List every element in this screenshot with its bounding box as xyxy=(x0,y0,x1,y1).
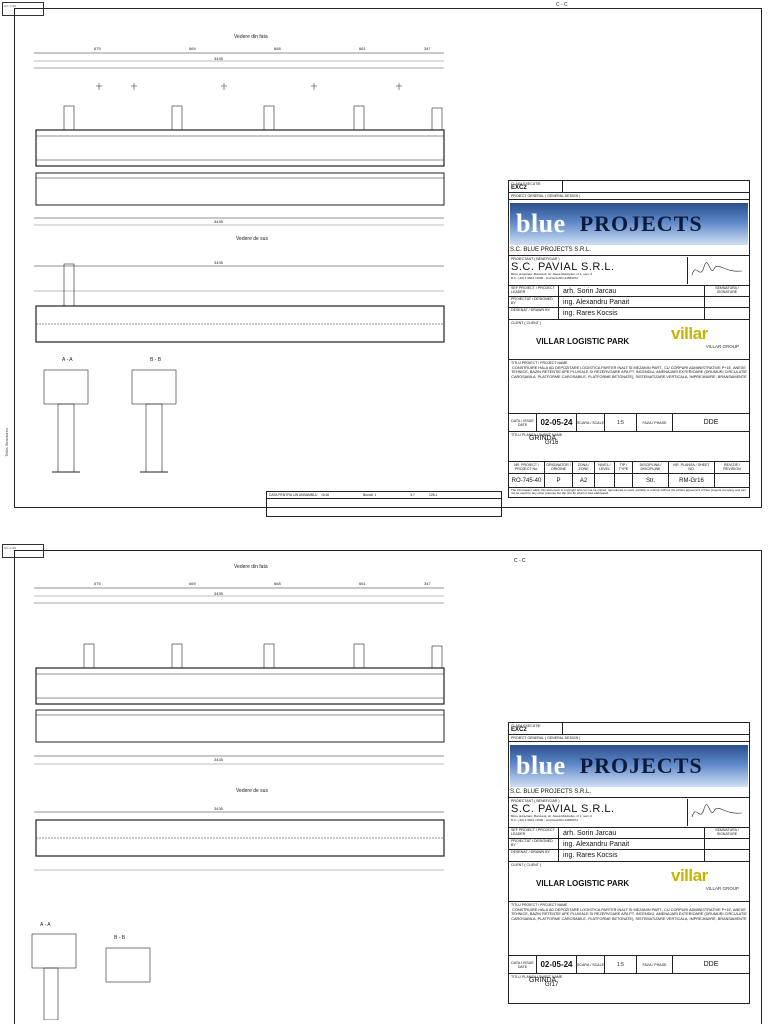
scale-value: 1:5 xyxy=(605,956,637,973)
svg-text:347: 347 xyxy=(424,581,431,586)
project-label: TITLU PROIECT / PROJECT NAME xyxy=(511,361,568,365)
section-label-cc: C - C xyxy=(556,2,568,8)
code-header: ZONA / ZONE xyxy=(573,462,594,474)
project-name-row xyxy=(508,360,750,414)
beneficiary-row xyxy=(508,256,750,286)
client-label: CLIENT ( CLIENT ) xyxy=(511,321,542,325)
date-label: DATA / ISSUE DATE xyxy=(509,414,537,431)
code-value xyxy=(615,474,632,487)
svg-text:675: 675 xyxy=(94,46,101,51)
section-label-aa: A - A xyxy=(62,357,73,363)
code-value xyxy=(715,474,749,487)
company-name: S.C. BLUE PROJECTS S.R.L. xyxy=(510,789,592,795)
code-value: RO-745-40 xyxy=(511,477,542,484)
date-value: 02-05-24 xyxy=(537,956,577,973)
code-value: Str. xyxy=(645,477,655,484)
signature-scribble xyxy=(688,257,746,283)
copyright-row: The information within this document is copyright and can not be copied, reproduced or used, partially or entirely without the written agreement of blue projects company and can not be used for any other purpose but the one for which it was elaborated. xyxy=(508,488,750,498)
people-row xyxy=(509,308,749,319)
sheet-name-row xyxy=(508,974,750,1004)
beneficiary-name: S.C. PAVIAL S.R.L. xyxy=(511,261,615,273)
code-header: NR. PLANSA / SHEET NO. xyxy=(669,462,714,474)
exec-class-value: EXC2 xyxy=(511,727,527,733)
beneficiary-name: S.C. PAVIAL S.R.L. xyxy=(511,803,615,815)
people-row xyxy=(509,828,749,839)
person-name: ing. Rares Kocsis xyxy=(559,850,705,861)
role-label: SEF PROIECT / PROJECT LEADER xyxy=(509,286,559,296)
code-header: NR. PROIECT / PROJECT No. xyxy=(509,462,544,474)
people-rows xyxy=(508,286,750,320)
material-table xyxy=(266,491,502,517)
svg-text:3435: 3435 xyxy=(214,219,223,224)
phase-label: FAZA / PHASE xyxy=(637,956,673,973)
villar-group-text: VILLAR GROUP xyxy=(705,344,739,349)
exec-class-value: EXC2 xyxy=(511,185,527,191)
sheet-code: Gr16 xyxy=(545,440,559,446)
code-header: DISCIPLINA / DISCIPLINE xyxy=(633,462,668,474)
code-value: RM-Gr16 xyxy=(679,477,704,484)
person-name: ing. Alexandru Panait xyxy=(559,839,705,849)
date-value: 02-05-24 xyxy=(537,414,577,431)
svg-text:3435: 3435 xyxy=(214,56,223,61)
client-name: VILLAR LOGISTIC PARK xyxy=(536,337,630,346)
code-col xyxy=(595,462,615,487)
svg-text:3435: 3435 xyxy=(214,757,223,762)
role-label: PROIECTAT / DESIGNED BY xyxy=(509,839,559,849)
view-title-top: Vedere de sus xyxy=(236,788,268,794)
side-note: Tekla Structures xyxy=(4,428,9,457)
svg-text:675: 675 xyxy=(94,581,101,586)
signature-cell xyxy=(705,839,749,849)
material-total: 126.1 xyxy=(428,493,438,497)
code-col xyxy=(545,462,573,487)
beneficiary-address: Birou proiectare: Bucuresti, str. Aleea Moldovitei, nr 1, sect. 2 xyxy=(511,272,593,276)
exec-class-row xyxy=(508,722,750,735)
project-label: TITLU PROIECT / PROJECT NAME xyxy=(511,903,568,907)
role-label: DESENAT / DRAWN BY xyxy=(509,308,559,319)
svg-text:668: 668 xyxy=(274,46,281,51)
sheet-stamp: A3 / 1:10 xyxy=(2,2,44,16)
svg-text:3435: 3435 xyxy=(214,260,223,265)
svg-text:668: 668 xyxy=(274,581,281,586)
signature-label: SEMNATURA / SIGNATURE xyxy=(715,828,739,836)
signature-label: SEMNATURA / SIGNATURE xyxy=(715,286,739,294)
project-name-row xyxy=(508,902,750,956)
logo-word-projects: PROJECTS xyxy=(579,211,703,236)
people-row xyxy=(509,850,749,861)
svg-text:669: 669 xyxy=(189,46,196,51)
general-design-row: PROIECT GENERAL ( GENERAL DESIGN ) xyxy=(508,735,750,742)
project-text: CONSTRUIRE HALA AD DEPOZITARE LOGISTICA PARTER INALT SI MEZANIN PART., CU CORPURI ADMINISTRATIVE P+1E, ANEXE TEHNICE, BAZIN RETENTIE APE PLUVIALE SI REZERVOARE APA PT. INCENDIU, AMENAJARI EXTERIOARE (DRUMURI CIRCULATIE CAROSABILA, PLATFORME CAROSABILE, PLATFORME BETONATE), SISTEMATIZARE VERTICALA, IMPREJMUIRE, BRANSAMENTE xyxy=(511,908,747,921)
signature-cell xyxy=(705,308,749,319)
blue-projects-logo xyxy=(508,200,750,256)
code-col xyxy=(669,462,715,487)
svg-text:3435: 3435 xyxy=(214,591,223,596)
signature-cell xyxy=(687,257,747,284)
villar-group-text: VILLAR GROUP xyxy=(705,886,739,891)
villar-logo-text: villar xyxy=(671,866,708,885)
sheet-stamp: A3 / 1:10 xyxy=(2,544,44,558)
exec-class-label: CLASA EXECUTIE xyxy=(511,724,541,728)
signature-cell xyxy=(687,799,747,826)
code-row xyxy=(508,462,750,488)
drawing-sheet-1 xyxy=(0,2,768,516)
sheet-name: GRINDA xyxy=(529,435,557,442)
section-label-bb: B - B xyxy=(114,935,126,941)
beneficiary-address: Birou proiectare: Bucuresti, str. Aleea Moldovitei, nr 1, sect. 2 xyxy=(511,814,593,818)
sheet-name-row xyxy=(508,432,750,462)
svg-text:347: 347 xyxy=(424,46,431,51)
view-title-front: Vedere din fata xyxy=(234,34,268,40)
exec-class-row xyxy=(508,180,750,193)
person-name: arh. Sorin Jarcau xyxy=(559,286,705,296)
material-weight: 3.7 xyxy=(410,493,415,497)
scale-label: SCARA / SCALE xyxy=(577,414,605,431)
company-name: S.C. BLUE PROJECTS S.R.L. xyxy=(510,247,592,253)
exec-class-label: CLASA EXECUTIE xyxy=(511,182,541,186)
beneficiary-row xyxy=(508,798,750,828)
client-row xyxy=(508,862,750,902)
notes-cell xyxy=(563,181,749,192)
project-text: CONSTRUIRE HALA AD DEPOZITARE LOGISTICA PARTER INALT SI MEZANIN PART., CU CORPURI ADMINISTRATIVE P+1E, ANEXE TEHNICE, BAZIN RETENTIE APE PLUVIALE SI REZERVOARE APA PT. INCENDIU, AMENAJARI EXTERIOARE (DRUMURI CIRCULATIE CAROSABILA, PLATFORME CAROSABILE, PLATFORME BETONATE), SISTEMATIZARE VERTICALA, IMPREJMUIRE, BRANSAMENTE xyxy=(511,366,747,379)
beneficiary-label: PROIECTANT ( BENEFICIAR ) xyxy=(511,799,560,803)
villar-logo xyxy=(671,866,743,898)
section-label-cc: C - C xyxy=(514,558,526,564)
code-header: NIVEL / LEVEL xyxy=(595,462,614,474)
title-block xyxy=(508,180,750,498)
code-header: TIP / TYPE xyxy=(615,462,632,474)
code-col xyxy=(615,462,633,487)
phase-label: FAZA / PHASE xyxy=(637,414,673,431)
notes-cell xyxy=(563,723,749,734)
logo-word-blue: blue xyxy=(516,209,566,238)
code-header: REVIZIE / REVISION xyxy=(715,462,749,474)
material-pieces: Bucati: 1 xyxy=(363,493,377,497)
role-label: SEF PROIECT / PROJECT LEADER xyxy=(509,828,559,838)
svg-text:3435: 3435 xyxy=(214,806,223,811)
phase-value: DDE xyxy=(703,419,719,426)
svg-text:669: 669 xyxy=(189,581,196,586)
view-title-top: Vedere de sus xyxy=(236,236,268,242)
blue-projects-logo xyxy=(508,742,750,798)
sheet-code: Gr17 xyxy=(545,982,559,988)
title-block xyxy=(508,722,750,1004)
code-value xyxy=(595,474,614,487)
code-col xyxy=(633,462,669,487)
logo-word-projects: PROJECTS xyxy=(579,753,703,778)
beam-drawing-svg xyxy=(14,550,504,1020)
sheet-name: GRINDA xyxy=(529,977,557,984)
person-name: ing. Alexandru Panait xyxy=(559,297,705,307)
people-rows xyxy=(508,828,750,862)
code-header: ORIGINATOR / ORIGINE xyxy=(545,462,572,474)
code-col xyxy=(573,462,595,487)
person-name: ing. Rares Kocsis xyxy=(559,308,705,319)
beneficiary-phone: B.C. (-40) 1 6604 / 0000 - cod fiscal RO 24660072 xyxy=(511,817,578,822)
section-label-aa: A - A xyxy=(40,922,51,928)
svg-text:661: 661 xyxy=(359,46,366,51)
date-row xyxy=(508,956,750,974)
villar-logo xyxy=(671,324,743,356)
material-header xyxy=(267,492,501,499)
signature-cell xyxy=(705,297,749,307)
people-row xyxy=(509,286,749,297)
date-label: DATA / ISSUE DATE xyxy=(509,956,537,973)
general-design-row: PROIECT GENERAL ( GENERAL DESIGN ) xyxy=(508,193,750,200)
role-label: PROIECTAT / DESIGNED BY xyxy=(509,297,559,307)
sheet-label: TITLU PLANSA / SHEET NAME xyxy=(511,975,563,979)
person-name: arh. Sorin Jarcau xyxy=(559,828,705,838)
drawing-sheet-2 xyxy=(0,546,768,1024)
svg-text:661: 661 xyxy=(359,581,366,586)
client-row xyxy=(508,320,750,360)
role-label: DESENAT / DRAWN BY xyxy=(509,850,559,861)
view-title-front: Vedere din fata xyxy=(234,564,268,570)
people-row xyxy=(509,839,749,850)
code-col xyxy=(715,462,749,487)
scale-value: 1:5 xyxy=(605,414,637,431)
scale-label: SCARA / SCALE xyxy=(577,956,605,973)
phase-value: DDE xyxy=(703,961,719,968)
code-value: A2 xyxy=(579,477,588,484)
client-label: CLIENT ( CLIENT ) xyxy=(511,863,542,867)
material-label: DATA PENTRU UN ANSAMBLU xyxy=(269,493,318,497)
section-label-bb: B - B xyxy=(150,357,162,363)
signature-cell xyxy=(705,850,749,861)
sheet-label: TITLU PLANSA / SHEET NAME xyxy=(511,433,563,437)
date-row xyxy=(508,414,750,432)
beam-drawing-svg xyxy=(14,8,504,508)
code-value: P xyxy=(556,477,561,484)
client-name: VILLAR LOGISTIC PARK xyxy=(536,879,630,888)
code-col xyxy=(509,462,545,487)
villar-logo-text: villar xyxy=(671,324,708,343)
logo-word-blue: blue xyxy=(516,751,566,780)
material-mark: Gr16 xyxy=(321,493,330,497)
people-row xyxy=(509,297,749,308)
signature-scribble xyxy=(688,799,746,825)
beneficiary-label: PROIECTANT ( BENEFICIAR ) xyxy=(511,257,560,261)
beneficiary-phone: B.C. (-40) 1 6604 / 0000 - cod fiscal RO 24660072 xyxy=(511,275,578,280)
